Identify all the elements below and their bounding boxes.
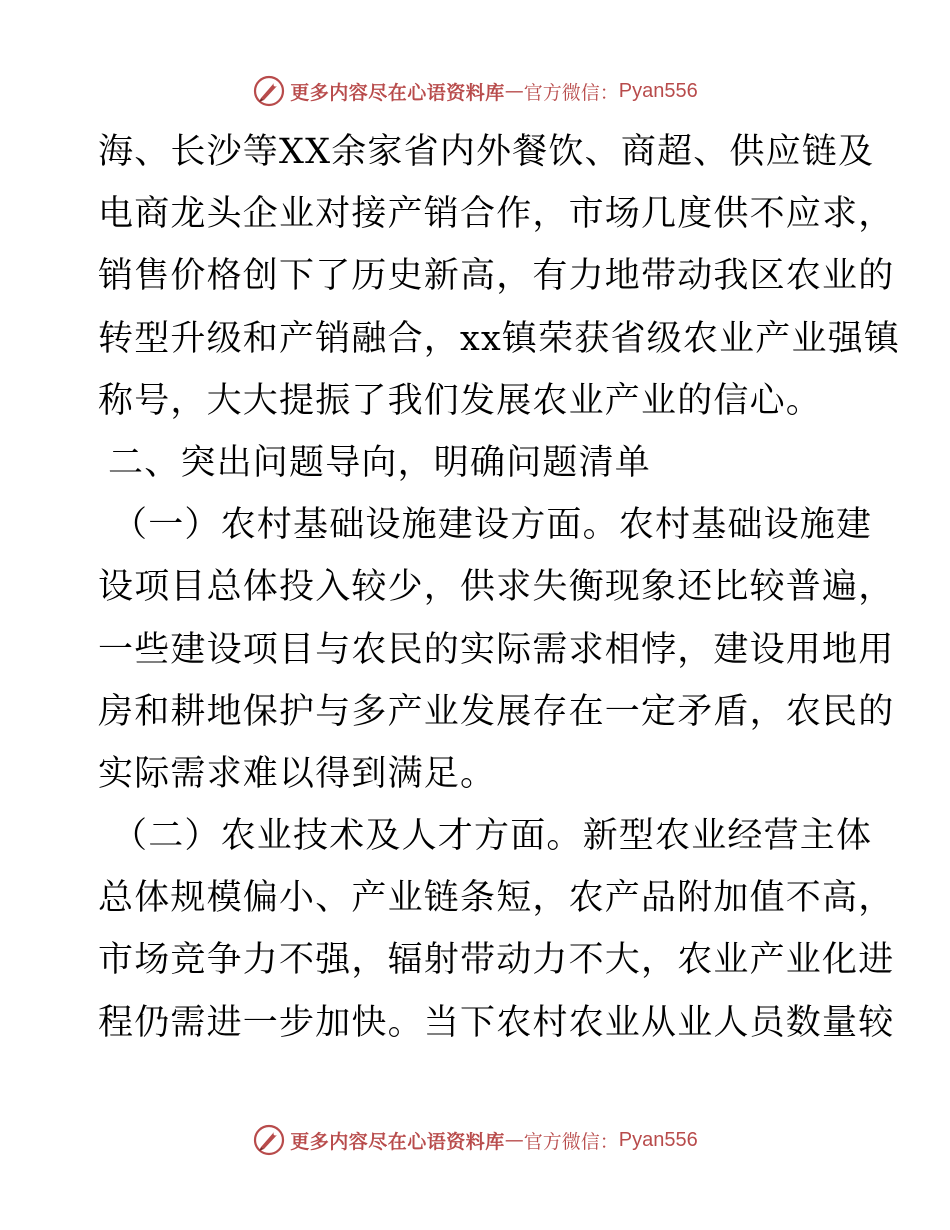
watermark-header: [0, 71, 950, 111]
watermark-main-text: 更多内容尽在心语资料库: [290, 1130, 505, 1153]
body-line: 销售价格创下了历史新高，有力地带动我区农业的: [98, 256, 895, 297]
body-line: 一些建设项目与农民的实际需求相悖，建设用地用: [98, 629, 895, 670]
watermark-wechat-id: Pyan556: [618, 1128, 698, 1151]
body-line: 总体规模偏小、产业链条短，农产品附加值不高，: [98, 878, 895, 919]
subsection-first-line: （二）农业技术及人才方面。新型农业经营主体: [112, 816, 873, 857]
body-line: 转型升级和产销融合，xx镇荣获省级农业产业强镇: [98, 318, 901, 359]
body-line: 电商龙头企业对接产销合作，市场几度供不应求，: [98, 194, 895, 235]
watermark-wechat-label: 官方微信：: [523, 1130, 619, 1153]
section-heading: 二、突出问题导向，明确问题清单: [108, 442, 652, 483]
subsection-first-line: （一）农村基础设施建设方面。农村基础设施建: [112, 505, 873, 546]
watermark-wechat-id: Pyan556: [618, 79, 698, 102]
body-line: 程仍需进一步加快。当下农村农业从业人员数量较: [98, 1002, 895, 1043]
body-line: 海、长沙等XX余家省内外餐饮、商超、供应链及: [98, 132, 875, 172]
body-line: 房和耕地保护与多产业发展存在一定矛盾，农民的: [98, 691, 895, 732]
watermark-footer: [0, 1120, 950, 1160]
logo-icon: [252, 74, 286, 108]
body-line: 设项目总体投入较少，供求失衡现象还比较普遍，: [98, 567, 895, 608]
watermark-dash: —: [504, 1129, 524, 1151]
body-line: 实际需求难以得到满足。: [98, 753, 497, 794]
document-body: [98, 121, 901, 1054]
watermark-dash: —: [504, 80, 524, 102]
body-line: 市场竞争力不强，辐射带动力不大，农业产业化进: [98, 940, 895, 981]
watermark-wechat-label: 官方微信：: [523, 81, 619, 104]
body-line: 称号，大大提振了我们发展农业产业的信心。: [98, 380, 823, 421]
watermark-main-text: 更多内容尽在心语资料库: [290, 81, 505, 104]
logo-icon: [252, 1123, 286, 1157]
